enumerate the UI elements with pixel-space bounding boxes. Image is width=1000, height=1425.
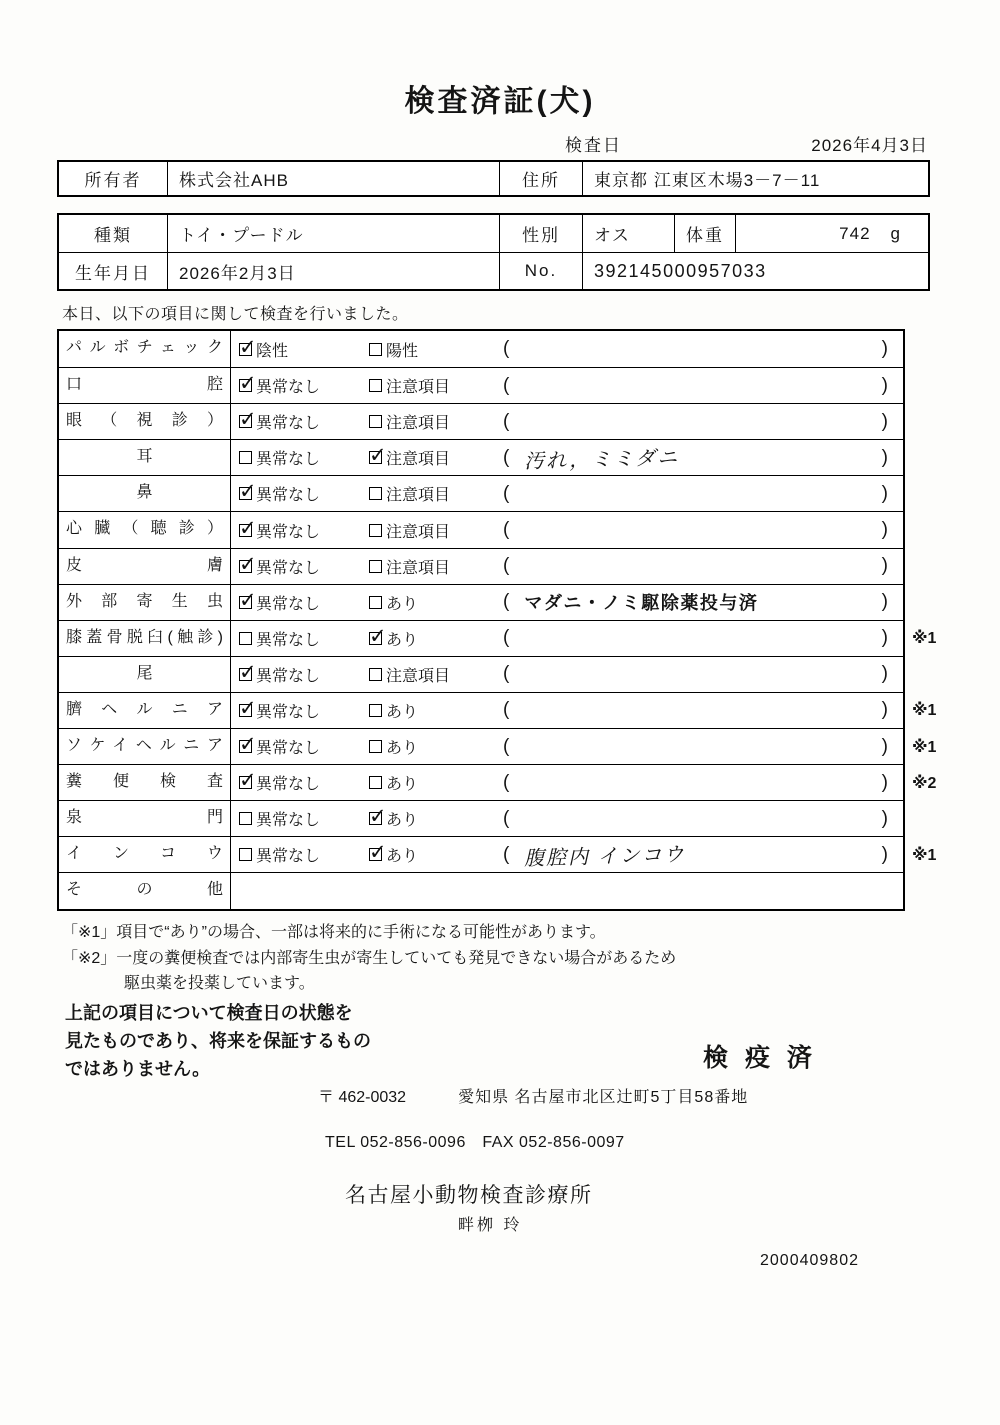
option-label: あり — [386, 812, 419, 830]
postal-code: 〒 462-0032 — [318, 1089, 407, 1106]
address-value: 東京都 江東区木場3－7－11 — [582, 162, 928, 195]
option-2 — [361, 440, 491, 475]
animal-info-table — [57, 213, 930, 291]
item-label: 膝蓋骨脱臼(触診) — [59, 621, 231, 656]
checkbox-icon — [239, 704, 252, 717]
checkbox-icon — [369, 848, 382, 861]
paren-close: ) — [881, 843, 888, 865]
option-2 — [361, 801, 491, 836]
option-label: あり — [386, 595, 419, 613]
checkbox-icon — [369, 668, 382, 681]
option-1 — [231, 837, 361, 872]
side-note: ※1 — [912, 702, 937, 720]
serial-number: 2000409802 — [760, 1252, 859, 1269]
owner-table — [57, 160, 930, 197]
table-row — [59, 439, 903, 475]
weight-label: 体重 — [674, 215, 735, 252]
checkbox-icon — [239, 848, 252, 861]
side-note: ※1 — [912, 630, 937, 648]
table-row — [59, 872, 903, 908]
inspection-date-row — [57, 131, 930, 155]
owner-value: 株式会社AHB — [167, 162, 499, 195]
checkbox-icon — [369, 379, 382, 392]
paren-open: ( — [503, 410, 510, 432]
paren-close: ) — [881, 338, 888, 360]
remark-cell — [491, 476, 903, 511]
checkbox-icon — [239, 451, 252, 464]
item-label: 心臓（聴診） — [59, 512, 231, 547]
paren-open: ( — [503, 519, 510, 541]
option-2 — [361, 657, 491, 692]
item-label: 眼（視診） — [59, 404, 231, 439]
table-row — [59, 620, 937, 656]
option-label: 異常なし — [256, 848, 321, 866]
checkbox-icon — [239, 668, 252, 681]
weight-value-cell — [735, 215, 928, 252]
paren-close: ) — [881, 519, 888, 541]
paren-close: ) — [881, 771, 888, 793]
disclaimer-line: 見たものであり、将来を保証するもの — [65, 1030, 371, 1051]
remark-cell — [491, 368, 903, 403]
footnote-2: 「※2」一度の糞便検査では内部寄生虫が寄生していても発見できない場合があるため — [62, 949, 677, 967]
option-label: 異常なし — [256, 812, 321, 830]
table-row — [59, 584, 903, 620]
paren-open: ( — [503, 338, 510, 360]
checklist-table — [57, 329, 937, 911]
weight-value: 742 — [839, 223, 871, 243]
checkbox-icon — [239, 415, 252, 428]
option-label: 注意項目 — [386, 379, 451, 397]
microchip-no-label: No. — [499, 253, 582, 289]
paren-open: ( — [503, 699, 510, 721]
item-label: ソケイヘルニア — [59, 729, 231, 764]
checkbox-icon — [369, 704, 382, 717]
remark-cell — [491, 404, 903, 439]
checkbox-icon — [369, 632, 382, 645]
sex-value: オス — [582, 215, 674, 252]
item-label: 外部寄生虫 — [59, 585, 231, 620]
option-1 — [231, 440, 361, 475]
checkbox-icon — [369, 487, 382, 500]
remark-cell — [491, 693, 903, 728]
option-label: 異常なし — [256, 415, 321, 433]
option-label: 異常なし — [256, 451, 321, 469]
option-label: 異常なし — [256, 379, 321, 397]
paren-close: ) — [881, 699, 888, 721]
birthdate-value: 2026年2月3日 — [167, 253, 499, 289]
paren-open: ( — [503, 374, 510, 396]
option-2 — [361, 693, 491, 728]
table-row — [59, 692, 937, 728]
birthdate-label: 生年月日 — [75, 263, 151, 283]
option-2 — [361, 729, 491, 764]
option-label: あり — [386, 631, 419, 649]
checkbox-icon — [239, 487, 252, 500]
paren-open: ( — [503, 843, 510, 865]
birth-no-row — [59, 252, 928, 289]
option-label: あり — [386, 740, 419, 758]
option-2 — [361, 331, 491, 367]
option-label: 陰性 — [256, 342, 289, 360]
option-label: 異常なし — [256, 523, 321, 541]
item-label: インコウ — [59, 837, 231, 872]
option-label: 異常なし — [256, 631, 321, 649]
inspection-date-label: 検査日 — [565, 136, 622, 155]
option-label: 注意項目 — [386, 523, 451, 541]
footnotes — [62, 920, 676, 997]
item-label: その他 — [59, 873, 231, 908]
checkbox-icon — [369, 812, 382, 825]
remark-cell — [491, 512, 903, 547]
table-row — [59, 764, 937, 800]
remark-cell — [491, 585, 903, 620]
owner-row — [59, 162, 928, 195]
item-label: 尾 — [59, 657, 231, 692]
option-1 — [231, 801, 361, 836]
table-row — [59, 367, 903, 403]
option-label: 異常なし — [256, 667, 321, 685]
table-row — [59, 548, 903, 584]
option-label: 異常なし — [256, 776, 321, 794]
item-label: 皮膚 — [59, 549, 231, 584]
empty-cell — [231, 873, 903, 908]
option-label: 異常なし — [256, 740, 321, 758]
option-2 — [361, 476, 491, 511]
table-row — [59, 475, 903, 511]
paren-close: ) — [881, 807, 888, 829]
owner-label: 所有者 — [84, 171, 142, 190]
paren-open: ( — [503, 627, 510, 649]
paren-open: ( — [503, 555, 510, 577]
paren-close: ) — [881, 663, 888, 685]
option-2 — [361, 512, 491, 547]
option-1 — [231, 512, 361, 547]
paren-close: ) — [881, 591, 888, 613]
remark-cell — [491, 621, 903, 656]
option-2 — [361, 837, 491, 872]
checkbox-icon — [369, 343, 382, 356]
side-note: ※2 — [912, 774, 937, 792]
checkbox-icon — [239, 740, 252, 753]
option-2 — [361, 585, 491, 620]
option-1 — [231, 585, 361, 620]
paren-close: ) — [881, 735, 888, 757]
footnote-2-cont: 駆虫薬を投薬しています。 — [124, 975, 315, 993]
handwritten-remark: 腹腔内 インコウ — [524, 844, 687, 871]
option-2 — [361, 404, 491, 439]
option-label: 注意項目 — [386, 559, 451, 577]
checkbox-icon — [369, 740, 382, 753]
item-label: 泉門 — [59, 801, 231, 836]
option-1 — [231, 729, 361, 764]
checkbox-icon — [239, 596, 252, 609]
option-label: 異常なし — [256, 487, 321, 505]
breed-value: トイ・プードル — [167, 215, 499, 252]
checkbox-icon — [369, 560, 382, 573]
option-2 — [361, 549, 491, 584]
option-1 — [231, 657, 361, 692]
option-label: あり — [386, 776, 419, 794]
disclaimer-line: 上記の項目について検査日の状態を — [65, 1003, 353, 1023]
paren-close: ) — [881, 446, 888, 468]
inspection-date-value: 2026年4月3日 — [811, 136, 928, 155]
option-label: あり — [386, 703, 419, 721]
page-title: 検査済証(犬) — [404, 85, 596, 118]
breed-sex-weight-row — [59, 215, 928, 252]
veterinarian-name: 畔栁 玲 — [458, 1217, 523, 1234]
paren-close: ) — [881, 482, 888, 504]
option-1 — [231, 368, 361, 403]
option-label: 異常なし — [256, 595, 321, 613]
item-label: 口腔 — [59, 368, 231, 403]
option-1 — [231, 331, 361, 367]
remark-text: マダニ・ノミ駆除薬投与済 — [524, 593, 759, 614]
paren-open: ( — [503, 807, 510, 829]
option-2 — [361, 621, 491, 656]
handwritten-remark: 汚れ，ミミダニ — [524, 447, 680, 474]
item-label: 臍ヘルニア — [59, 693, 231, 728]
paren-open: ( — [503, 663, 510, 685]
option-label: 異常なし — [256, 559, 321, 577]
option-label: 注意項目 — [386, 415, 451, 433]
clinic-tel-fax: TEL 052-856-0096 FAX 052-856-0097 — [325, 1134, 625, 1151]
remark-cell — [491, 440, 903, 475]
checkbox-icon — [239, 343, 252, 356]
remark-cell — [491, 549, 903, 584]
remark-cell — [491, 657, 903, 692]
table-row — [59, 403, 903, 439]
disclaimer-text — [65, 1000, 371, 1084]
checkbox-icon — [369, 415, 382, 428]
side-note: ※1 — [912, 738, 937, 756]
table-row — [59, 728, 937, 764]
table-row — [59, 800, 903, 836]
option-label: 注意項目 — [386, 667, 451, 685]
paren-open: ( — [503, 591, 510, 613]
paren-close: ) — [881, 410, 888, 432]
checkbox-icon — [239, 632, 252, 645]
clinic-address: 愛知県 名古屋市北区辻町5丁目58番地 — [458, 1089, 749, 1106]
paren-close: ) — [881, 627, 888, 649]
remark-cell — [491, 801, 903, 836]
table-row — [59, 836, 937, 872]
remark-cell — [491, 331, 903, 367]
checkbox-icon — [239, 776, 252, 789]
checkbox-icon — [239, 812, 252, 825]
item-label: 耳 — [59, 440, 231, 475]
option-1 — [231, 693, 361, 728]
disclaimer-line: ではありません。 — [65, 1058, 211, 1079]
option-label: あり — [386, 848, 419, 866]
paren-open: ( — [503, 482, 510, 504]
item-label: パルボチェック — [59, 331, 231, 367]
checkbox-icon — [369, 776, 382, 789]
side-note: ※1 — [912, 846, 937, 864]
checkbox-icon — [369, 451, 382, 464]
clinic-name: 名古屋小動物検査診療所 — [345, 1184, 593, 1207]
option-1 — [231, 621, 361, 656]
option-label: 注意項目 — [386, 487, 451, 505]
paren-open: ( — [503, 771, 510, 793]
option-1 — [231, 476, 361, 511]
option-label: 注意項目 — [386, 451, 451, 469]
item-label: 鼻 — [59, 476, 231, 511]
checkbox-icon — [369, 524, 382, 537]
address-label: 住所 — [499, 162, 582, 195]
paren-close: ) — [881, 555, 888, 577]
option-1 — [231, 549, 361, 584]
table-row — [59, 511, 903, 547]
option-label: 陽性 — [386, 342, 419, 360]
option-label: 異常なし — [256, 703, 321, 721]
table-row — [59, 331, 903, 367]
checkbox-icon — [369, 596, 382, 609]
weight-unit: g — [890, 223, 900, 243]
option-1 — [231, 404, 361, 439]
remark-cell — [491, 765, 903, 800]
sex-label: 性別 — [499, 215, 582, 252]
remark-cell — [491, 837, 903, 872]
paren-open: ( — [503, 446, 510, 468]
item-label: 糞便検査 — [59, 765, 231, 800]
option-1 — [231, 765, 361, 800]
microchip-no-value: 392145000957033 — [582, 253, 928, 289]
table-row — [59, 656, 903, 692]
paren-close: ) — [881, 374, 888, 396]
intro-text: 本日、以下の項目に関して検査を行いました。 — [62, 306, 409, 323]
checkbox-icon — [239, 379, 252, 392]
remark-cell — [491, 729, 903, 764]
quarantine-stamp: 検 疫 済 — [703, 1044, 817, 1072]
checkbox-icon — [239, 560, 252, 573]
option-2 — [361, 368, 491, 403]
clinic-address-row — [318, 1084, 748, 1107]
paren-open: ( — [503, 735, 510, 757]
footnote-1: 「※1」項目で“あり”の場合、一部は将来的に手術になる可能性があります。 — [62, 924, 606, 941]
option-2 — [361, 765, 491, 800]
breed-label: 種類 — [94, 226, 132, 245]
checkbox-icon — [239, 524, 252, 537]
